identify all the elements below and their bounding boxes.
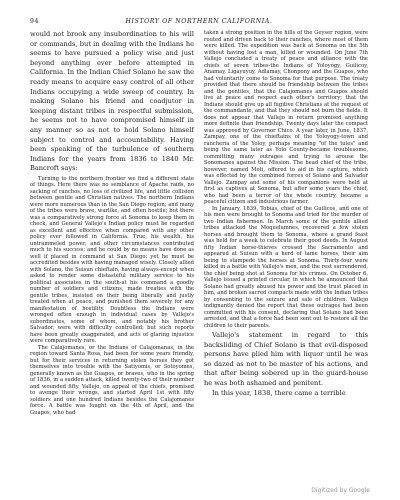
right-column	[204, 30, 368, 398]
paragraph: would not brook any insubordination to his will or commands, but in dealing with the Indians he seems to have pursued a policy wise and just beyond anything ever before attempted in California. In the Indian Chief Solano he saw the ready means to acquire easy control of all other Indians occupying a wide sweep of country. In making Solano his friend and coadjutor in keeping distant tribes in respectful submission, he seems not to have compromised himself in any manner so as not to hold Solano himself subject to control and accountability. Having been speaking of the turbulence of southern Indians for the years from 1836 to 1840 Mr. Bancroft says:	[30, 30, 194, 173]
left-quoted-text	[30, 176, 194, 417]
right-lead-text	[204, 331, 368, 398]
paragraph: Vallejo's statement in regard to this backsliding of Chief Solano is that evil-disposed persons have plied him with liquor until he was so dazed as not to be master of his actions, and that after being sobered up in the guard-house he was both ashamed and penitent.	[204, 331, 368, 387]
paragraph: taken a strong position in the hills of the Geyser region, were routed and driven back to their ranches, where most of them were killed. The expedition was back at Sonoma on the 5th without having lost a man, killed or wounded. On June 7th Vallejo concluded a treaty of peace and alliance with the chiefs of seven tribes-the Indians of Yoloyogy, Guilicoy, Anamay, Ligayuyuy, Adlamay, Chonpony and the Guapos, who had voluntarily come to Sonoma for that purpose. The treaty provided that there should be friendship between the tribes and the gentiles, that the Calajomanes and Guapos should live at peace and respect each other's territory; that the Indians should give up all fugitive Christians at the request of the commandante, and that they should not burn the fields. It does not appear that Vallejo in return promised anything more definite than friendship. Twenty days later the compact was approved by Governor Chico. A year later, in June, 1837, Zampay, one of the chieftains of the Yoloyogy-town and rancheria of the Yoloy, perhaps meaning "of the tules" and being the same later as Yolo County-became troublesome, committing many outrages and trying to arouse the Sonomanes against the Mission. The head chief of the tribe, however, named Moti, offered to aid in his capture, which was effected by the combined forces of Solano and Salvador Vallejo. Zampay and some of his companions were held at first as captives at Sonoma, but after some years the chief, who had been a terror of the whole country, became a peaceful citizen and industrious farmer.	[204, 30, 368, 205]
paragraph: In this year, 1838, there came a terrible	[212, 388, 346, 397]
running-title: HISTORY OF NORTHERN CALIFORNIA.	[125, 18, 273, 25]
left-column	[30, 30, 194, 416]
running-header	[30, 18, 368, 28]
paragraph: In January, 1839, Tobias, chief of the Guilicos, and one of his men were brought to Sonoma and tried for the murder of two Indian fishermen. In March some of the gentile allied tribes attacked the Moquelumnes, recovered a few stolen horses and brought them to Sonoma, where a grand feast was held for a week to celebrate their good deeds. In August fifty Indian horse-thieves crossed the Sacramento and appeared at Suisun with a herd of tame horses, their aim being to stampede the horses at Sonoma. Thirty-four were killed in a battle with Vallejo's men, and the rest surrendered, the chief being shot at Sonoma for his crimes. On October 6, Vallejo issued a printed circular, in which he announced that Solano had greatly abused his power and the trust placed in him, and broken sacred compacts made with the Indian tribes by consenting to the seizure and sale of children. Vallejo indignantly denied the report that these outrages had been committed with his consent, declaring that Solano had been arrested, and that a force had been sent out to restore all the children to their parents.	[204, 205, 368, 329]
paragraph: The Calajomanes, or the Indians of Calajomanas, in the region toward Santa Rosa, had been for some years friendly, but for their services in returning stolen horses they got themselves into trouble with the Satiyomis, or Sotoyomes, generally known as the Guapos, or braves, who in the spring of 1836, in a sudden attack, killed twenty-two of their number and wounded fifty. Vallejo, on appeal of the chiefs, promised to avenge their wrongs, and started April 1st with fifty soldiers and one hundred Indians besides the Calajomanes force. A battle was fought on the 4th of April, and the Guapos, who had	[30, 344, 194, 416]
digitization-watermark: Digitized by Google	[311, 487, 370, 494]
paragraph: Turning to the northern frontier we find a different state of things. Here there was no semblance of Apache raids, no sacking of ranchos, no loss of civilized life, and little collision between gentile and Christian natives. The northern Indians were more numerous than in the San Diego region; and many of the tribes were brave, warlike, and often hostile; but there was a comparatively strong force at Sonoma to keep them in check, and General Vallejo's Indian policy must be regarded as excellent and effective when compared with any other policy ever followed in California. True, his wealth, his untrammeled power, and other circumstances contributed much to his success; and he could by no means have done as well if placed in command at San Diego; yet he must be accredited besides with having managed wisely. Closely allied with Solano, the Suisun chieftain, having always-except when asked to render some distasteful military service to his political associates in the south-at his command a goodly number of soldiers and citizens, made treaties with the gentile tribes, insisted on their being liberally and justly treated when at peace, and punished them severely for any manifestation of hostility. Doubtless the Indians were wronged often enough in individual cases by Vallejo's subordinates, some of whom, and notably his brother Salvador, were with difficulty controlled; but such reports have been greatly exaggerated, and acts of glaring injustice were comparatively rare.	[30, 175, 194, 345]
right-quoted-text	[204, 30, 368, 329]
page-number: 94	[30, 18, 40, 25]
left-lead-text	[30, 30, 194, 174]
